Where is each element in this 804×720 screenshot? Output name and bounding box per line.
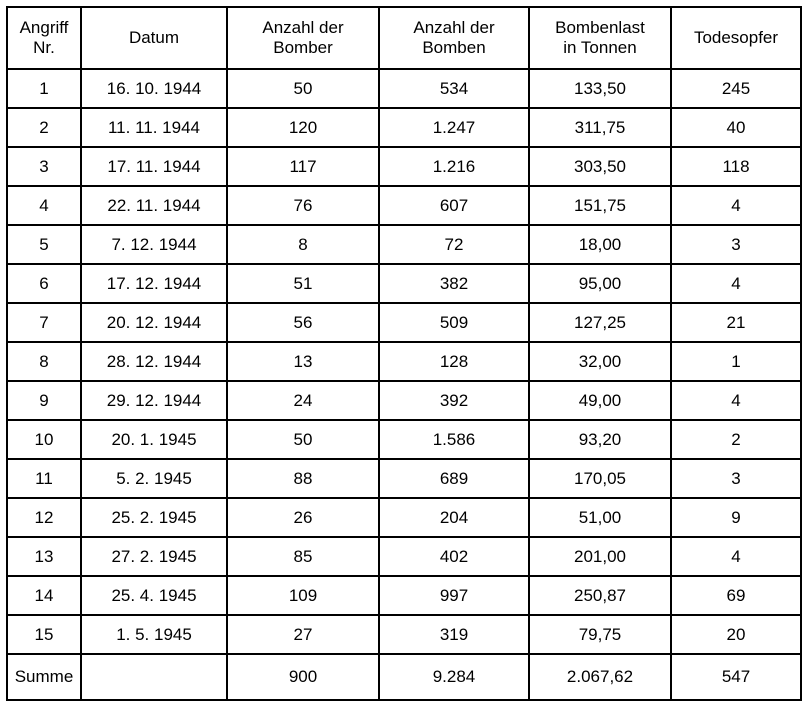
cell-fatalities: 69	[671, 576, 801, 615]
cell-date: 17. 11. 1944	[81, 147, 227, 186]
cell-date: 17. 12. 1944	[81, 264, 227, 303]
header-cell-bomber-count	[227, 7, 379, 69]
header-load-line2: in Tonnen	[563, 38, 637, 57]
cell-fatalities: 40	[671, 108, 801, 147]
cell-attack-number: 12	[7, 498, 81, 537]
cell-bomb-count: 1.247	[379, 108, 529, 147]
header-bomber-line1: Anzahl der	[262, 18, 344, 38]
table-row	[7, 264, 801, 303]
cell-fatalities: 4	[671, 537, 801, 576]
cell-date: 28. 12. 1944	[81, 342, 227, 381]
cell-bomber-count: 8	[227, 225, 379, 264]
cell-date: 29. 12. 1944	[81, 381, 227, 420]
cell-date: 16. 10. 1944	[81, 69, 227, 108]
cell-bomb-load: 250,87	[529, 576, 671, 615]
cell-date: 7. 12. 1944	[81, 225, 227, 264]
cell-fatalities: 20	[671, 615, 801, 654]
cell-bomber-count: 120	[227, 108, 379, 147]
cell-attack-number: 3	[7, 147, 81, 186]
header-cell-bomb-load	[529, 7, 671, 69]
cell-bomber-count: 85	[227, 537, 379, 576]
cell-total-bomber-count: 900	[227, 654, 379, 700]
cell-fatalities: 4	[671, 381, 801, 420]
cell-bomb-load: 170,05	[529, 459, 671, 498]
cell-fatalities: 1	[671, 342, 801, 381]
cell-bomb-count: 72	[379, 225, 529, 264]
cell-fatalities: 118	[671, 147, 801, 186]
cell-bomber-count: 50	[227, 420, 379, 459]
header-bomber-line2: Bomber	[273, 38, 333, 57]
cell-fatalities: 3	[671, 225, 801, 264]
cell-bomb-load: 303,50	[529, 147, 671, 186]
cell-bomb-count: 534	[379, 69, 529, 108]
cell-fatalities: 245	[671, 69, 801, 108]
header-bombs-line1: Anzahl der	[413, 18, 495, 38]
table-row	[7, 498, 801, 537]
cell-bomber-count: 51	[227, 264, 379, 303]
cell-bomber-count: 27	[227, 615, 379, 654]
cell-bomb-count: 204	[379, 498, 529, 537]
cell-date: 25. 2. 1945	[81, 498, 227, 537]
table-body	[7, 69, 801, 654]
cell-bomber-count: 76	[227, 186, 379, 225]
header-cell-attack-number	[7, 7, 81, 69]
cell-bomb-count: 319	[379, 615, 529, 654]
header-attack-number-line2: Nr.	[33, 38, 55, 57]
total-row	[7, 654, 801, 700]
cell-attack-number: 13	[7, 537, 81, 576]
cell-total-fatalities: 547	[671, 654, 801, 700]
table-row	[7, 108, 801, 147]
table-row	[7, 576, 801, 615]
cell-attack-number: 9	[7, 381, 81, 420]
cell-total-date	[81, 654, 227, 700]
cell-bomb-load: 93,20	[529, 420, 671, 459]
cell-attack-number: 7	[7, 303, 81, 342]
cell-attack-number: 1	[7, 69, 81, 108]
cell-bomb-count: 1.586	[379, 420, 529, 459]
header-row	[7, 7, 801, 69]
cell-attack-number: 15	[7, 615, 81, 654]
cell-bomb-count: 689	[379, 459, 529, 498]
cell-bomb-count: 607	[379, 186, 529, 225]
cell-bomb-count: 997	[379, 576, 529, 615]
cell-bomb-load: 127,25	[529, 303, 671, 342]
cell-bomb-count: 1.216	[379, 147, 529, 186]
cell-total-bomb-load: 2.067,62	[529, 654, 671, 700]
cell-attack-number: 4	[7, 186, 81, 225]
header-attack-number-line1: Angriff	[19, 18, 69, 38]
header-load-line1: Bombenlast	[555, 18, 645, 38]
cell-date: 22. 11. 1944	[81, 186, 227, 225]
cell-fatalities: 2	[671, 420, 801, 459]
table-row	[7, 303, 801, 342]
cell-bomb-count: 128	[379, 342, 529, 381]
cell-bomber-count: 117	[227, 147, 379, 186]
cell-bomber-count: 50	[227, 69, 379, 108]
table-header	[7, 7, 801, 69]
cell-bomber-count: 13	[227, 342, 379, 381]
cell-bomber-count: 88	[227, 459, 379, 498]
cell-bomber-count: 26	[227, 498, 379, 537]
cell-fatalities: 21	[671, 303, 801, 342]
table-row	[7, 147, 801, 186]
cell-attack-number: 2	[7, 108, 81, 147]
cell-bomb-count: 402	[379, 537, 529, 576]
cell-attack-number: 10	[7, 420, 81, 459]
cell-total-bomb-count: 9.284	[379, 654, 529, 700]
cell-date: 5. 2. 1945	[81, 459, 227, 498]
cell-attack-number: 11	[7, 459, 81, 498]
table-row	[7, 420, 801, 459]
cell-bomb-count: 392	[379, 381, 529, 420]
cell-bomb-load: 51,00	[529, 498, 671, 537]
table-row	[7, 186, 801, 225]
table-row	[7, 342, 801, 381]
cell-bomber-count: 109	[227, 576, 379, 615]
header-cell-bomb-count	[379, 7, 529, 69]
cell-attack-number: 14	[7, 576, 81, 615]
cell-bomb-load: 133,50	[529, 69, 671, 108]
cell-bomb-load: 311,75	[529, 108, 671, 147]
cell-attack-number: 8	[7, 342, 81, 381]
cell-bomb-load: 95,00	[529, 264, 671, 303]
cell-bomb-load: 151,75	[529, 186, 671, 225]
cell-date: 11. 11. 1944	[81, 108, 227, 147]
cell-date: 20. 1. 1945	[81, 420, 227, 459]
table-row	[7, 615, 801, 654]
table-row	[7, 381, 801, 420]
cell-bomber-count: 24	[227, 381, 379, 420]
cell-total-label: Summe	[7, 654, 81, 700]
cell-date: 20. 12. 1944	[81, 303, 227, 342]
cell-bomb-load: 18,00	[529, 225, 671, 264]
cell-fatalities: 9	[671, 498, 801, 537]
cell-bomber-count: 56	[227, 303, 379, 342]
cell-bomb-load: 32,00	[529, 342, 671, 381]
table-footer	[7, 654, 801, 700]
cell-fatalities: 4	[671, 264, 801, 303]
cell-bomb-count: 509	[379, 303, 529, 342]
table-row	[7, 225, 801, 264]
table-row	[7, 459, 801, 498]
cell-bomb-load: 201,00	[529, 537, 671, 576]
cell-fatalities: 4	[671, 186, 801, 225]
header-cell-fatalities: Todesopfer	[671, 7, 801, 69]
cell-date: 1. 5. 1945	[81, 615, 227, 654]
cell-attack-number: 5	[7, 225, 81, 264]
air-raids-table	[6, 6, 802, 701]
table-row	[7, 537, 801, 576]
cell-bomb-load: 79,75	[529, 615, 671, 654]
cell-date: 27. 2. 1945	[81, 537, 227, 576]
cell-bomb-count: 382	[379, 264, 529, 303]
cell-fatalities: 3	[671, 459, 801, 498]
header-bombs-line2: Bomben	[422, 38, 486, 57]
cell-bomb-load: 49,00	[529, 381, 671, 420]
table-row	[7, 69, 801, 108]
cell-date: 25. 4. 1945	[81, 576, 227, 615]
cell-attack-number: 6	[7, 264, 81, 303]
header-cell-date: Datum	[81, 7, 227, 69]
